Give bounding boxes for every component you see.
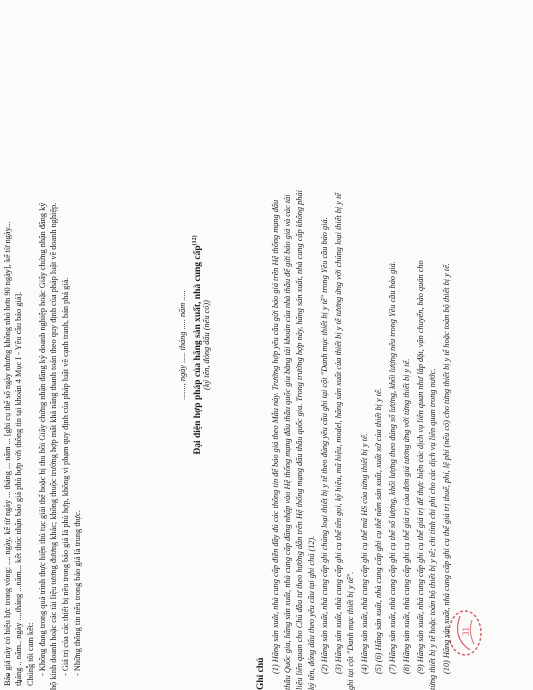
signature-note: (ký tên, đóng dấu (nếu có)): [202, 300, 211, 390]
date-line: ......., ngày ..... tháng ..... năm .....: [178, 290, 187, 400]
commitment-heading: Chúng tôi cam kết:: [26, 622, 35, 686]
note-8: (8) Hãng sản xuất, nhà cung cấp ghi cụ thể giá trị của đơn giá tương ứng với từng thiết bị y tế.: [402, 358, 411, 674]
note-9-line-1: (9) Hãng sản xuất, nhà cung cấp ghi cụ thể giá trị để thực hiện các dịch vụ liên quan như lắp đặt, vận chuyển, bảo quản cho: [416, 260, 425, 674]
signature-title-footnote: (12): [192, 235, 198, 246]
note-3-line-1: (3) Hãng sản xuất, nhà cung cấp ghi cụ thể tên gọi, ký hiệu, mã hiệu, model, hãng sản xuất của thiết bị y tế tương ứng với chủng loại thiết bị y tế: [334, 192, 343, 674]
note-1-line-4: ký tên, đóng dấu theo yêu cầu tại ghi chú (12).: [307, 535, 316, 690]
commitment-item-1-line-1: - Không đang trong quá trình thực hiện thủ tục giải thể hoặc bị thu hồi Giấy chứng nhận đăng ký doanh nghiệp hoặc Giấy chứng nhận đăng ký: [38, 202, 47, 676]
note-5-6: (5) (6) Hãng sản xuất, nhà cung cấp ghi cụ thể năm sản xuất, xuất xứ của thiết bị y tế.: [374, 388, 383, 674]
quote-validity-line-2: tháng .. năm.. ngày ....tháng ...năm... kết thúc nhận báo giá phù hợp với thông tin tại khoản 4 Mục I - Yêu cầu báo giá].: [14, 291, 23, 686]
signature-title-text: Đại diện hợp pháp của hãng sản xuất, nhà cung cấp: [193, 245, 204, 455]
note-4: (4) Hãng sản xuất, nhà cung cấp ghi cụ thể mã HS của từng thiết bị y tế.: [360, 433, 369, 674]
note-10: (10) Hãng sản xuất, nhà cung cấp ghi cụ thể giá trị thuế, phí, lệ phí (nếu có) cho từng thiết bị y tế hoặc toàn bộ thiết bị y tế.: [442, 263, 451, 674]
note-1-line-2: thầu Quốc gia, hãng sản xuất, nhà cung cấp đăng nhập vào Hệ thống mạng đấu thầu quốc gia bằng tài khoản của nhà thầu để gửi báo giá và các tài: [283, 194, 292, 690]
note-9-line-2: từng thiết bị y tế hoặc toàn bộ thiết bị y tế; chi tính chi phí cho các dịch vụ liên quan trong nước.: [428, 368, 437, 690]
commitment-item-3: - Những thông tin nêu trong báo giá là trung thực.: [73, 510, 82, 676]
note-2: (2) Hãng sản xuất, nhà cung cấp ghi chủng loại thiết bị y tế theo đúng yêu cầu ghi tại cột "Danh mục thiết bị y tế" trong Yêu cầu báo giá.: [320, 217, 329, 674]
commitment-item-1-line-2: hộ kinh doanh hoặc các tài liệu tương đương khác; không thuộc trường hợp mất khả năng thanh toán theo quy định của pháp luật về doanh nghiệp.: [49, 202, 58, 690]
notes-heading: Ghi chú: [256, 657, 266, 690]
note-1-line-3: liệu liên quan cho Chủ đầu tư theo hướng dẫn trên Hệ thống mạng đấu thầu quốc gia. Trong trường hợp này, hãng sản xuất, nhà cung cấp không phải: [295, 190, 304, 690]
note-7: (7) Hãng sản xuất, nhà cung cấp ghi cụ thể số lượng, khối lượng theo đúng số lượng, khối lượng nêu trong Yêu cầu báo giá.: [388, 261, 397, 674]
stamp-number: 31: [461, 627, 471, 636]
quote-validity-line-1: Báo giá này có hiệu lực trong vòng: .... ngày, kể từ ngày ... tháng ... năm ... [ghi cụ thể số ngày nhưng không nhỏ hơn 90 ngày], kể từ ngày...: [3, 221, 12, 686]
commitment-item-2: - Giá trị của các thiết bị nêu trong báo giá là phù hợp, không vi phạm quy định của pháp luật về cạnh tranh, bán phá giá.: [61, 277, 70, 676]
note-1-line-1: (1) Hãng sản xuất, nhà cung cấp điền đầy đủ các thông tin để báo giá theo Mẫu này. Trường hợp yêu cầu gửi báo giá trên Hệ thống mạng đấu: [271, 199, 280, 674]
note-3-line-2: ghi tại cột "Danh mục thiết bị y tế".: [346, 571, 355, 690]
